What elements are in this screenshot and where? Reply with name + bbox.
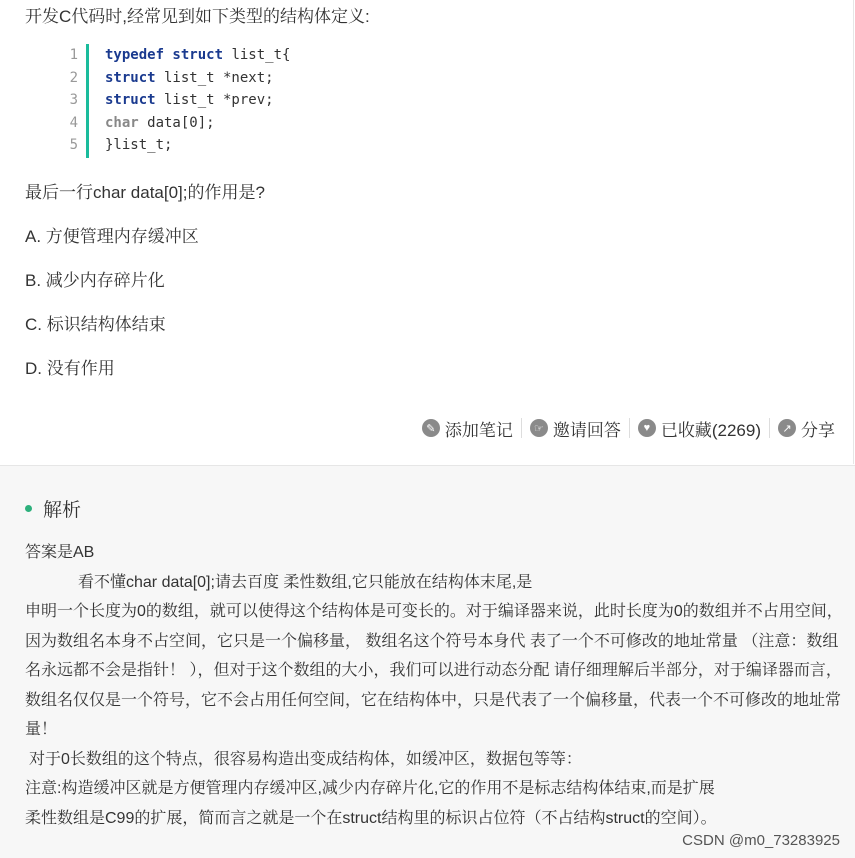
invite-icon: ☞ — [530, 419, 548, 437]
answer-line: 答案是AB — [25, 544, 95, 561]
code-text: list_t{ — [223, 47, 291, 63]
analysis-title — [25, 495, 81, 522]
divider — [521, 418, 522, 438]
line-number: 1 — [69, 47, 78, 63]
question-text: 最后一行char data[0];的作用是? — [25, 183, 265, 202]
heart-icon: ♥ — [638, 419, 656, 437]
action-bar — [422, 414, 835, 442]
code-lines — [105, 44, 290, 157]
code-keyword: typedef struct — [105, 47, 224, 63]
answer-paragraph: 注意:构造缓冲区就是方便管理内存缓冲区,减少内存碎片化,它的作用不是标志结构体结束,而是扩展 — [25, 780, 715, 797]
share-button[interactable] — [778, 416, 835, 441]
csdn-watermark: CSDN @m0_73283925 — [682, 832, 840, 849]
answer-paragraph: 申明一个长度为0的数组，就可以使得这个结构体是可变长的。对于编译器来说，此时长度为0的数组并不占用空间，因为数组名本身不占空间，它只是一个偏移量， 数组名这个符号本身代 表了一个不可修改的地址常量 （注意：数组名永远都不会是指针！ ），但对于这个数组的大小，我们可以进行动态分配 请仔细理解后半部分，对于编译器而言，数组名仅仅是一个符号，它不会占用任何空间，它在结构体中，只是代表了一个偏移量，代表一个不可修改的地址常量！ — [25, 603, 843, 738]
question-intro: 开发C代码时,经常见到如下类型的结构体定义: — [25, 7, 370, 26]
divider — [769, 418, 770, 438]
answer-paragraph: 柔性数组是C99的扩展，简而言之就是一个在struct结构里的标识占位符（不占结构struct的空间）。 — [25, 809, 717, 827]
line-number: 4 — [69, 114, 78, 131]
code-line — [105, 44, 290, 67]
option-a[interactable]: A. 方便管理内存缓冲区 — [25, 227, 199, 246]
code-keyword: struct — [105, 92, 156, 108]
add-note-button[interactable] — [422, 416, 513, 441]
analysis-section — [0, 465, 855, 858]
code-accent-bar — [86, 44, 89, 158]
note-icon: ✎ — [422, 419, 440, 437]
code-keyword: struct — [105, 69, 156, 86]
code-line — [105, 67, 290, 90]
code-line — [105, 112, 290, 135]
code-block — [60, 44, 460, 158]
add-note-label: 添加笔记 — [444, 420, 513, 440]
bullet-dot-icon — [25, 505, 32, 512]
divider — [629, 418, 630, 438]
option-b[interactable]: B. 减少内存碎片化 — [25, 271, 165, 290]
analysis-body — [25, 538, 850, 833]
code-gutter — [60, 44, 78, 157]
code-text: list_t *next; — [155, 69, 274, 86]
share-icon: ↗ — [778, 419, 796, 437]
option-c[interactable]: C. 标识结构体结束 — [25, 315, 166, 334]
favorite-label: 已收藏(2269) — [660, 420, 761, 440]
answer-paragraph: 看不懂char data[0];请去百度 柔性数组,它只能放在结构体末尾,是 — [78, 573, 533, 591]
code-keyword: char — [105, 114, 139, 131]
answer-paragraph: 对于0长数组的这个特点，很容易构造出变成结构体，如缓冲区，数据包等等： — [29, 750, 582, 768]
analysis-title-text: 解析 — [43, 500, 82, 521]
line-number: 3 — [69, 92, 78, 108]
invite-answer-button[interactable] — [530, 416, 621, 441]
line-number: 5 — [69, 137, 78, 153]
option-d[interactable]: D. 没有作用 — [25, 359, 115, 378]
code-text: data[0]; — [138, 114, 215, 131]
share-label: 分享 — [801, 420, 835, 440]
line-number: 2 — [69, 69, 78, 86]
code-line — [105, 89, 290, 112]
favorite-button[interactable] — [638, 416, 761, 441]
code-text: }list_t; — [105, 137, 173, 153]
code-line — [105, 134, 290, 157]
code-text: list_t *prev; — [155, 92, 274, 108]
invite-answer-label: 邀请回答 — [552, 420, 621, 440]
